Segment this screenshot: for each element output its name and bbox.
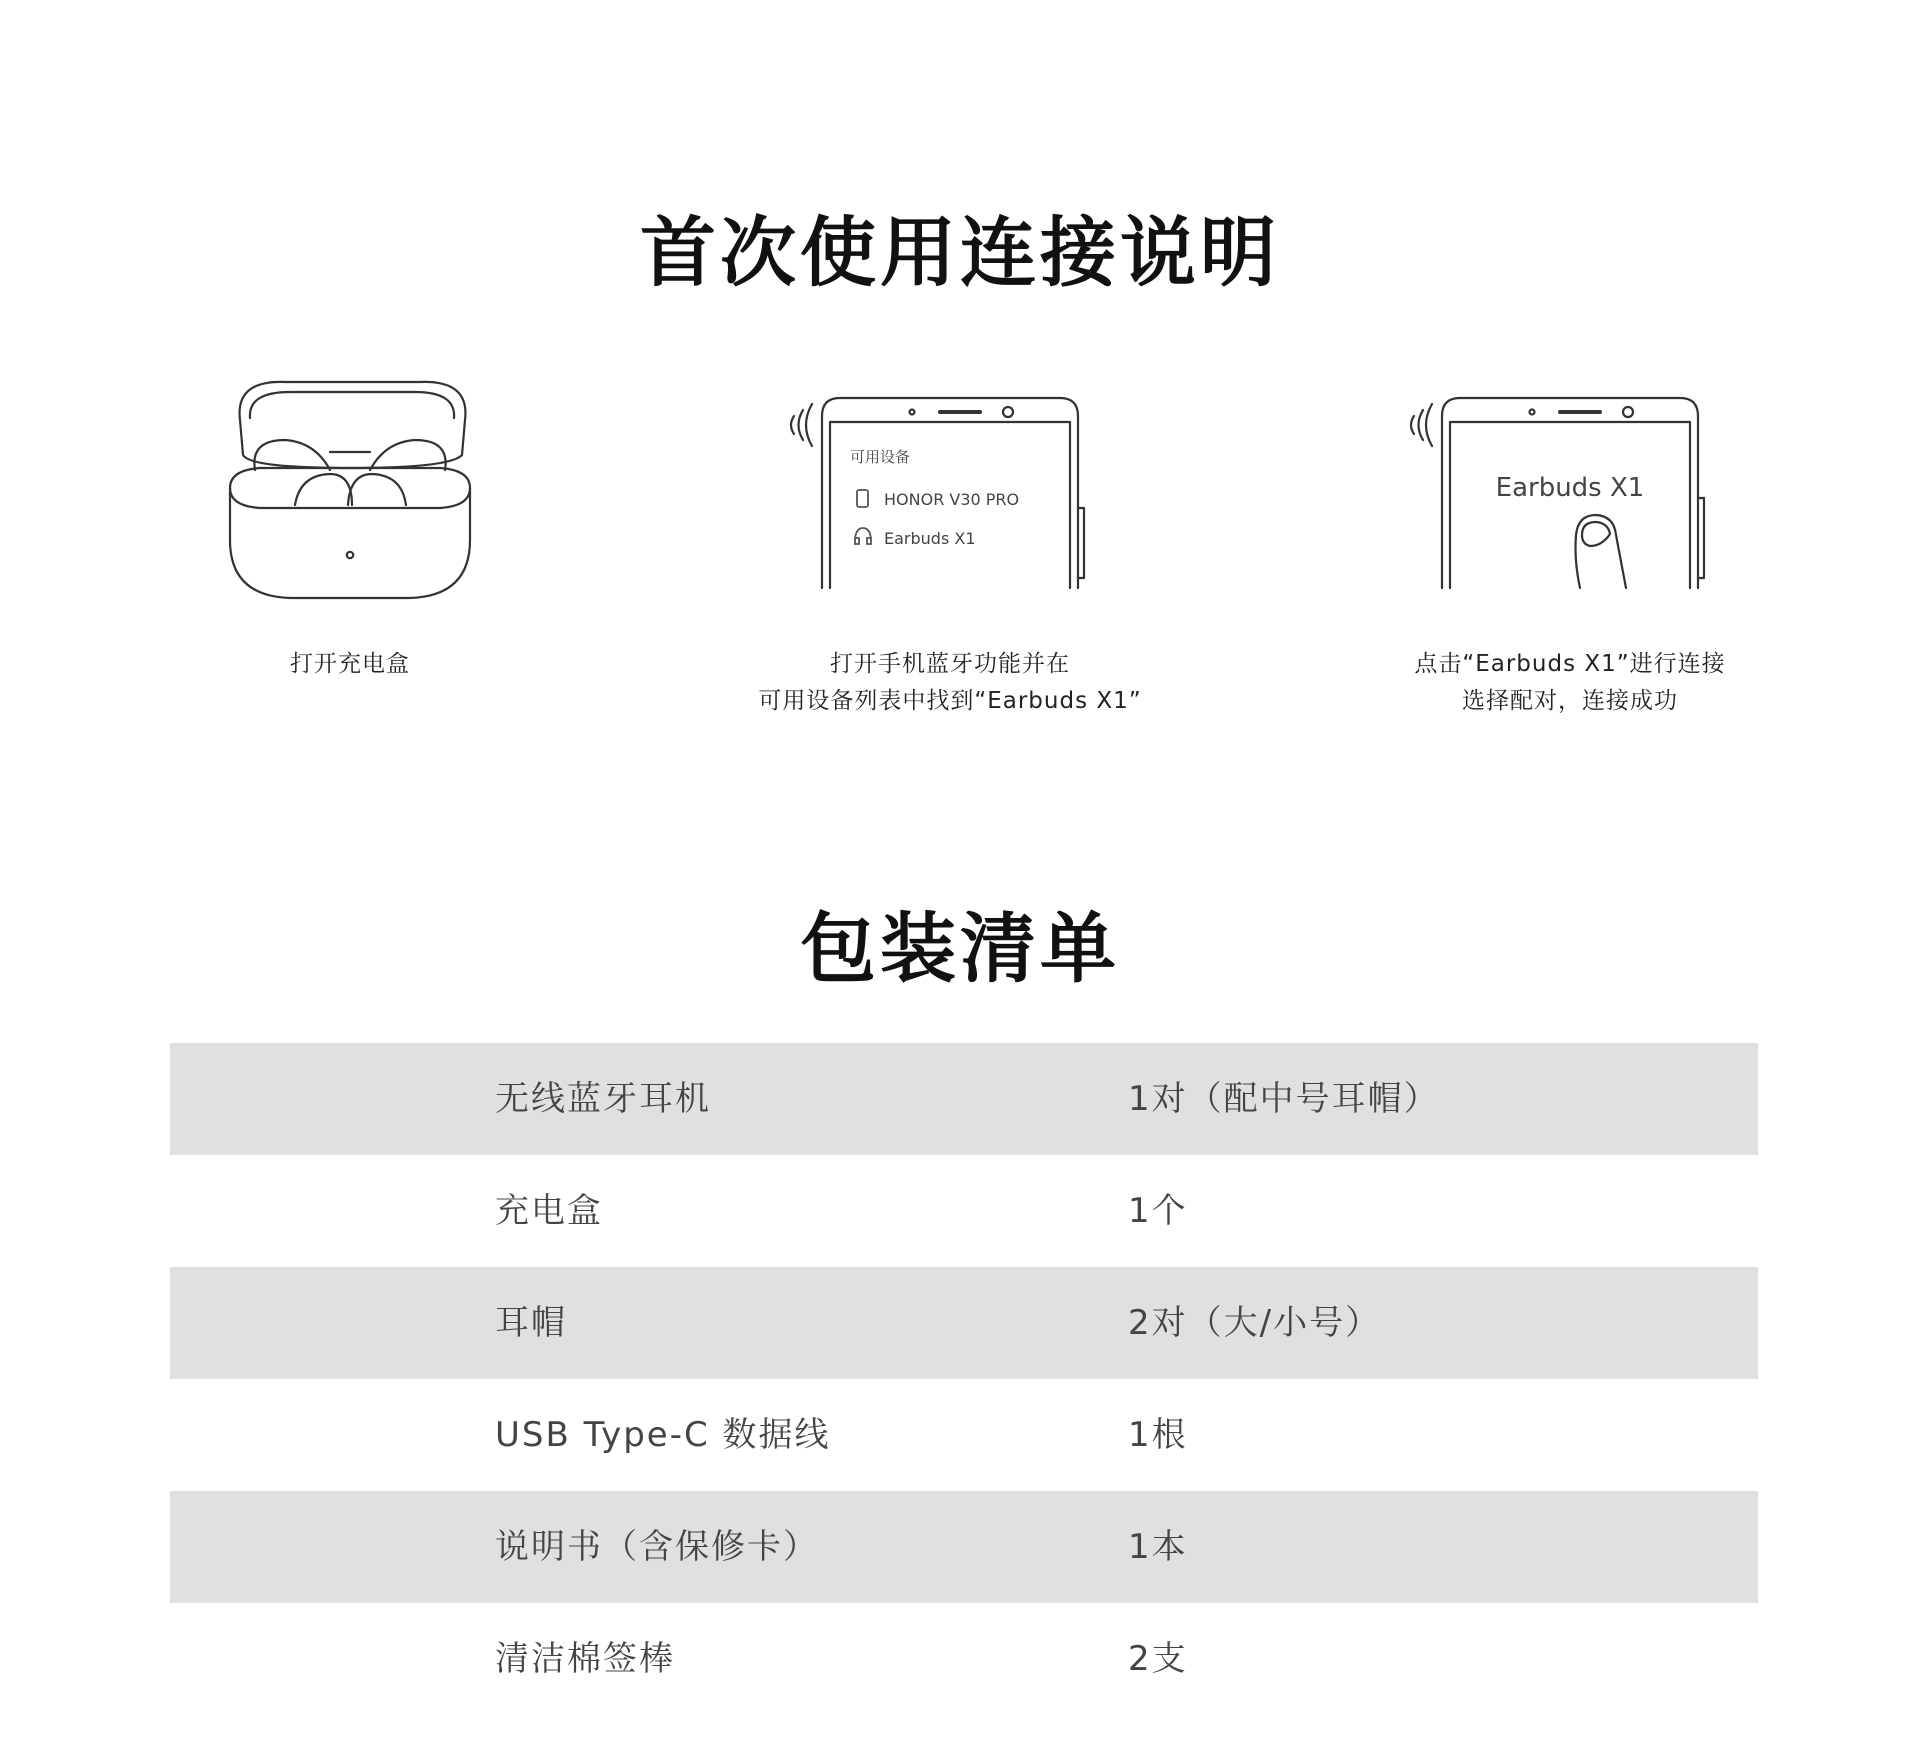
- table-row: [170, 1603, 1758, 1715]
- step-2-caption: [690, 646, 1210, 720]
- row-qty: 1本: [1128, 1527, 1188, 1567]
- row-item: 耳帽: [495, 1303, 567, 1343]
- table-row: [170, 1379, 1758, 1491]
- caption-line: 打开手机蓝牙功能并在: [830, 651, 1070, 677]
- step-3-caption: [1310, 646, 1830, 720]
- step-tap-pair: [1310, 360, 1830, 760]
- screen-header: 可用设备: [850, 448, 911, 466]
- table-row: [170, 1043, 1758, 1155]
- row-qty: 1根: [1128, 1415, 1188, 1455]
- step-find-device: [690, 360, 1210, 760]
- row-item: USB Type-C 数据线: [495, 1415, 831, 1455]
- step-open-case: [90, 360, 610, 760]
- package-title: 包装清单: [800, 904, 1120, 993]
- row-item: 充电盒: [495, 1191, 603, 1231]
- phone-illustration: [690, 360, 1210, 620]
- table-row: [170, 1267, 1758, 1379]
- caption-line: 可用设备列表中找到“Earbuds X1”: [758, 688, 1142, 714]
- row-qty: 2对（大/小号）: [1128, 1303, 1382, 1343]
- step-1-caption: [90, 646, 610, 683]
- phone-device-icon: [857, 490, 868, 507]
- row-item: 无线蓝牙耳机: [495, 1079, 711, 1119]
- row-qty: 2支: [1128, 1639, 1188, 1679]
- charging-case-icon: [90, 360, 610, 620]
- caption-line: 选择配对，连接成功: [1462, 688, 1678, 714]
- table-row: [170, 1155, 1758, 1267]
- caption-line: 点击“Earbuds X1”进行连接: [1414, 651, 1726, 677]
- row-qty: 1个: [1128, 1191, 1188, 1231]
- row-item: 说明书（含保修卡）: [495, 1527, 819, 1567]
- row-item: 清洁棉签棒: [495, 1639, 675, 1679]
- screen-device-item: HONOR V30 PRO: [884, 490, 1020, 509]
- headphone-icon: [855, 528, 871, 544]
- row-qty: 1对（配中号耳帽）: [1128, 1079, 1440, 1119]
- package-list-table: [170, 1043, 1758, 1715]
- finger-icon: [1576, 515, 1627, 588]
- caption-line: 打开充电盒: [290, 651, 410, 677]
- connect-title: 首次使用连接说明: [640, 208, 1280, 297]
- screen-device-item: Earbuds X1: [884, 529, 976, 548]
- screen-label: Earbuds X1: [1495, 473, 1645, 503]
- table-row: [170, 1491, 1758, 1603]
- phone-tap-illustration: [1310, 360, 1830, 620]
